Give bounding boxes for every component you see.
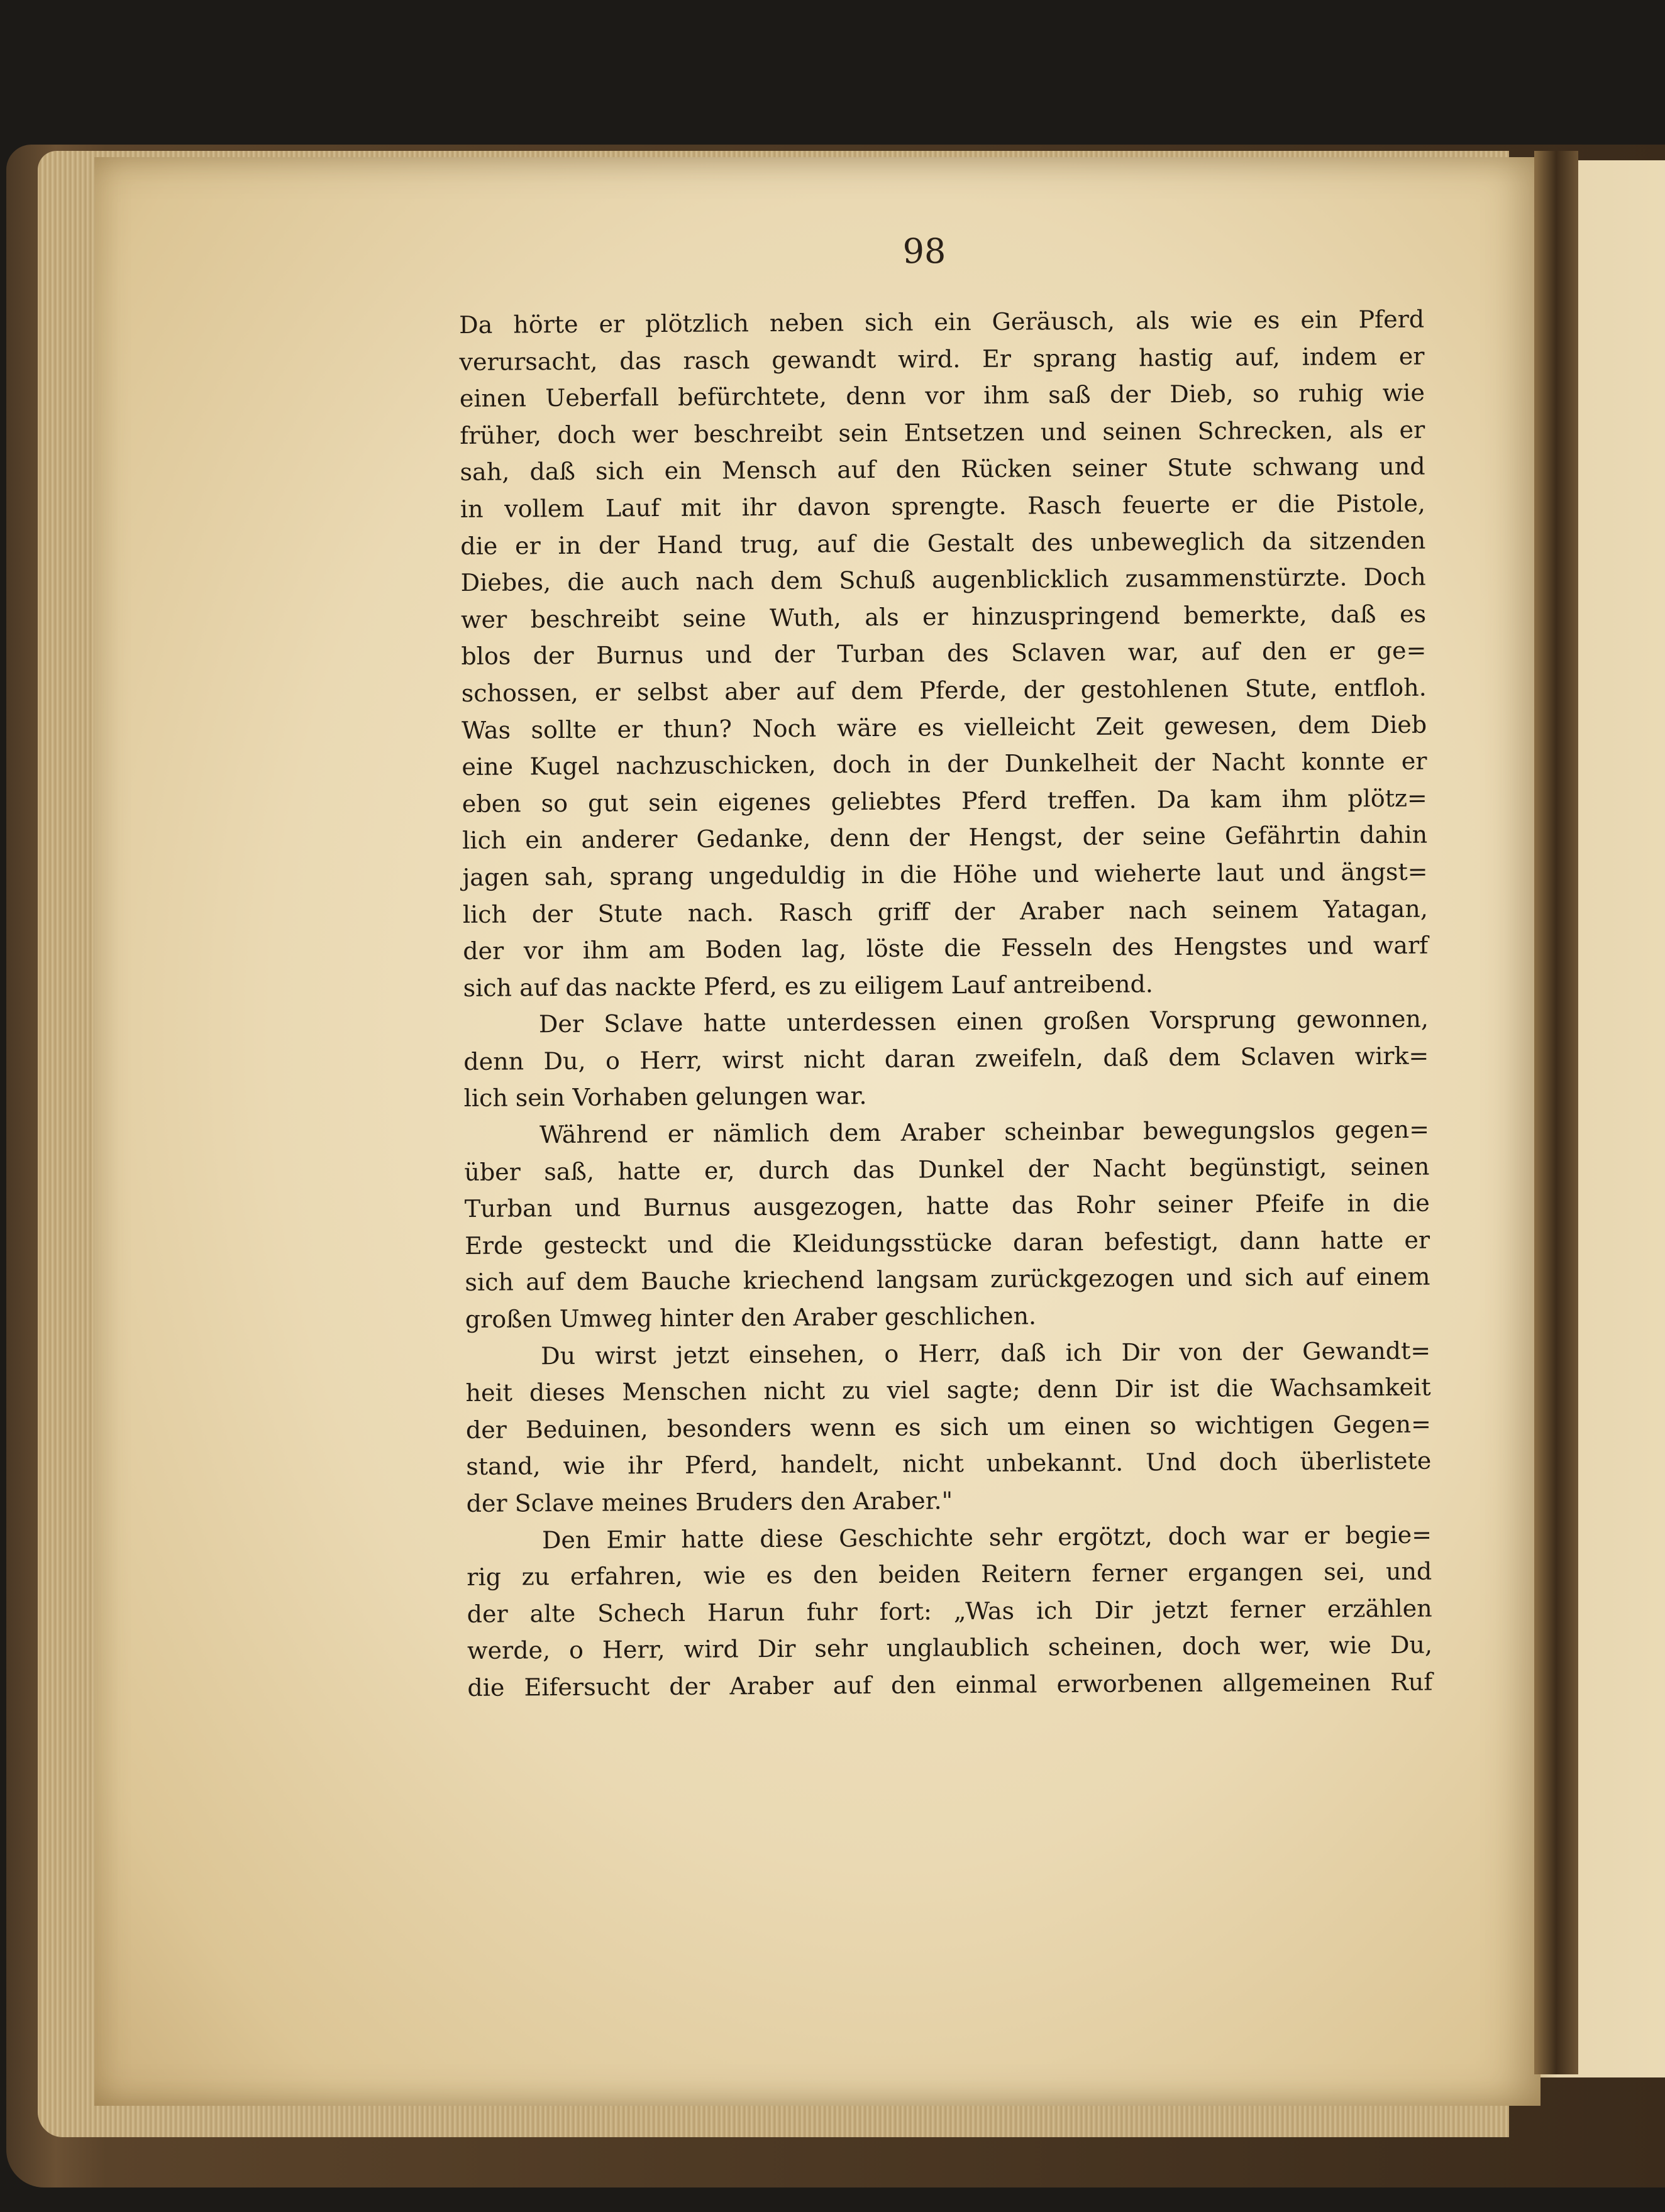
text-line: der vor ihm am Boden lag, löste die Fesseln des Hengstes und warf [463,931,1429,966]
page-text [459,301,1433,1707]
text-line: früher, doch wer beschreibt sein Entsetzen und seinen Schrecken, als er [460,415,1425,449]
text-line: lich ein anderer Gedanke, denn der Hengst, der seine Gefährtin dahin [462,820,1428,855]
text-line: in vollem Lauf mit ihr davon sprengte. Rasch feuerte er die Pistole, [460,489,1426,523]
text-line: Da hörte er plötzlich neben sich ein Geräusch, als wie es ein Pferd [459,305,1425,339]
text-line: verursacht, das rasch gewandt wird. Er sprang hastig auf, indem er [459,342,1425,376]
text-line: Was sollte er thun? Noch wäre es vielleicht Zeit gewesen, dem Dieb [461,710,1427,744]
text-line: über saß, hatte er, durch das Dunkel der Nacht begünstigt, seinen [464,1152,1430,1186]
text-line: heit dieses Menschen nicht zu viel sagte; denn Dir ist die Wachsamkeit [465,1373,1431,1407]
text-line: denn Du, o Herr, wirst nicht daran zweifeln, daß dem Sclaven wirk= [463,1042,1429,1076]
text-line: Erde gesteckt und die Kleidungsstücke daran befestigt, dann hatte er [464,1226,1430,1260]
text-line: einen Ueberfall befürchtete, denn vor ihm saß der Dieb, so ruhig wie [459,378,1425,413]
text-line: Den Emir hatte diese Geschichte sehr ergötzt, doch war er begie= [541,1521,1432,1554]
text-line: Turban und Burnus ausgezogen, hatte das Rohr seiner Pfeife in die [464,1189,1430,1223]
text-line: der Beduinen, besonders wenn es sich um einen so wichtigen Gegen= [465,1410,1432,1444]
text-line: Du wirst jetzt einsehen, o Herr, daß ich Dir von der Gewandt= [541,1336,1431,1370]
text-line: lich sein Vorhaben gelungen war. [463,1082,867,1113]
text-line: sich auf dem Bauche kriechend langsam zurückgezogen und sich auf einem [465,1263,1430,1297]
text-line: Während er nämlich dem Araber scheinbar bewegungslos gegen= [539,1115,1430,1149]
text-line: eben so gut sein eigenes geliebtes Pferd treffen. Da kam ihm plötz= [462,784,1427,818]
text-line: blos der Burnus und der Turban des Sclaven war, auf den er ge= [461,636,1427,671]
text-line: der alte Schech Harun fuhr fort: „Was ich Dir jetzt ferner erzählen [467,1594,1432,1628]
page-number: 98 [902,231,946,271]
text-line: werde, o Herr, wird Dir sehr unglaublich scheinen, doch wer, wie Du, [467,1631,1433,1665]
text-line: die er in der Hand trug, auf die Gestalt des unbeweglich da sitzenden [460,526,1426,560]
text-line: wer beschreibt seine Wuth, als er hinzuspringend bemerkte, daß es [460,600,1427,634]
text-line: rig zu erfahren, wie es den beiden Reitern ferner ergangen sei, und [467,1557,1432,1592]
text-line: eine Kugel nachzuschicken, doch in der Dunkelheit der Nacht konnte er [462,747,1427,781]
text-line: lich der Stute nach. Rasch griff der Araber nach seinem Yatagan, [462,894,1429,928]
book-gutter [1534,151,1578,2074]
text-line: Diebes, die auch nach dem Schuß augenblicklich zusammenstürzte. Doch [460,563,1426,597]
text-line: Der Sclave hatte unterdessen einen großen Vorsprung gewonnen, [538,1004,1429,1038]
text-line: stand, wie ihr Pferd, handelt, nicht unbekannt. Und doch überlistete [466,1446,1432,1481]
text-line: der Sclave meines Bruders den Araber." [466,1487,953,1517]
text-line: die Eifersucht der Araber auf den einmal erworbenen allgemeinen Ruf [467,1668,1433,1702]
text-line: sah, daß sich ein Mensch auf den Rücken seiner Stute schwang und [460,452,1425,487]
text-line: jagen sah, sprang ungeduldig in die Höhe und wieherte laut und ängst= [462,857,1428,891]
text-line: sich auf das nackte Pferd, es zu eiligem Lauf antreibend. [463,969,1154,1002]
text-line: großen Umweg hinter den Araber geschlichen. [465,1302,1037,1334]
text-line: schossen, er selbst aber auf dem Pferde, der gestohlenen Stute, entfloh. [461,673,1427,707]
